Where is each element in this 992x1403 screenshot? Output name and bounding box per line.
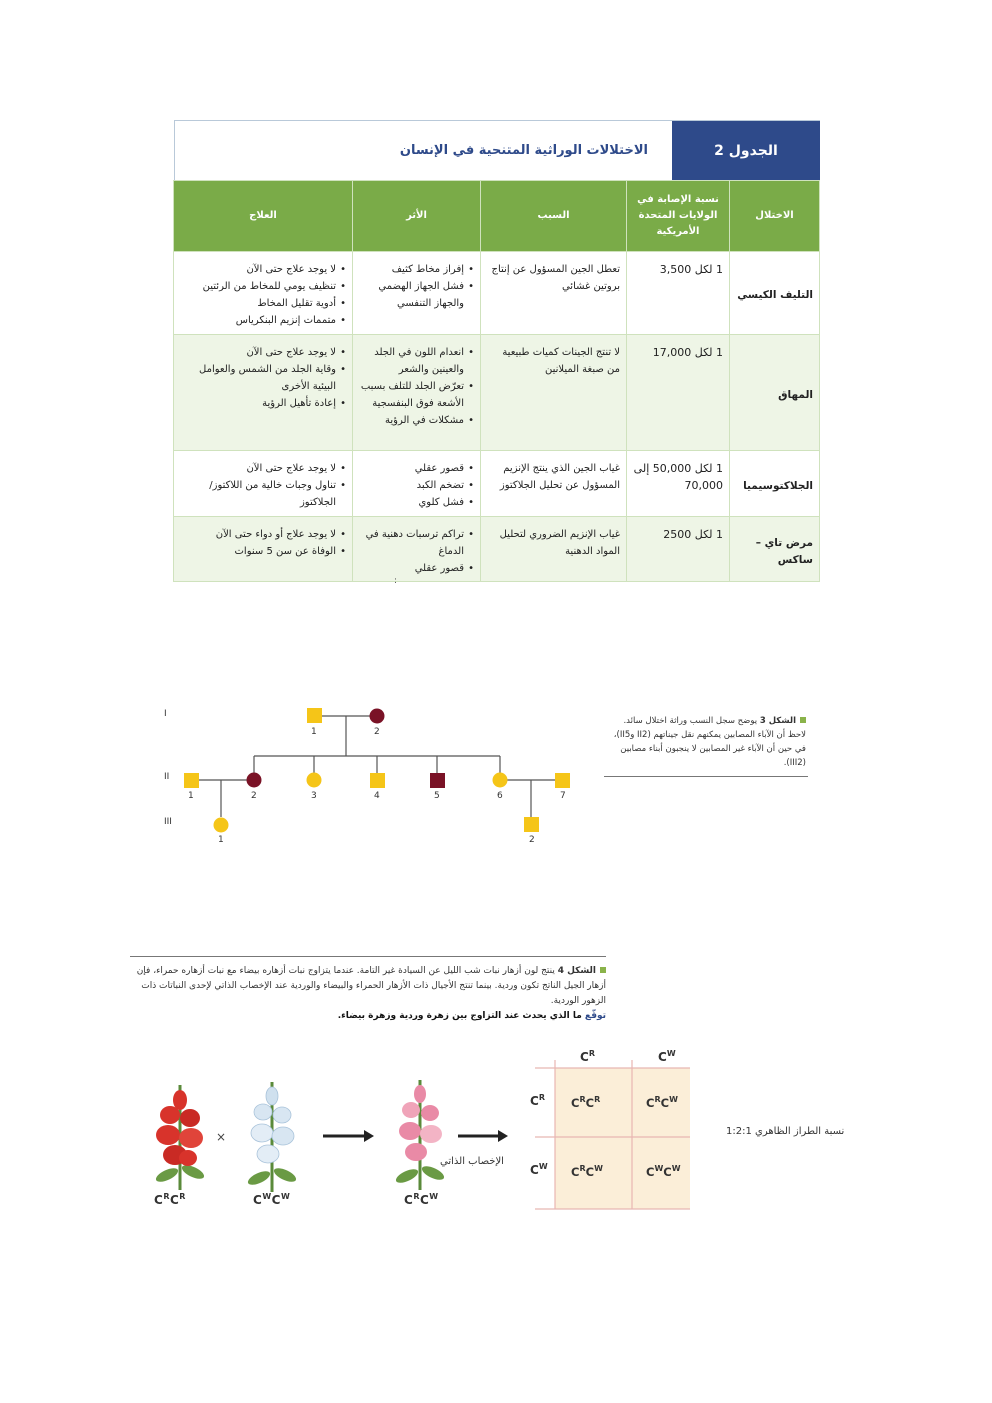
- red-flower-icon: [154, 1085, 206, 1190]
- effect-item: • مشكلات في الرؤية: [359, 412, 474, 429]
- punnett-background: [555, 1068, 690, 1209]
- arrow-icon: [458, 1130, 508, 1142]
- figure3-caption: [606, 714, 806, 770]
- row-treatments: [174, 252, 353, 335]
- punnett-row-header-W: $C^W$: [530, 1162, 548, 1177]
- row-effects: [353, 252, 481, 335]
- row-cause: لا تنتج الجينات كميات طبيعية من صبغة الميلانين: [481, 335, 627, 451]
- gen2-2-female-affected: [247, 773, 262, 788]
- caption-bullet-icon: [600, 967, 606, 973]
- table-title: الاختلالات الوراثية المتنحية في الإنسان: [399, 143, 648, 158]
- pink-flower-icon: [394, 1080, 446, 1190]
- genotype-white: $C^WC^W$: [253, 1192, 291, 1207]
- table-title-bar: [174, 120, 820, 180]
- figure4-caption-rule: [130, 956, 606, 957]
- effect-item: • قصور عقلي: [359, 560, 474, 577]
- predict-word: توقّع: [584, 1011, 606, 1021]
- gen2-number: 7: [560, 791, 566, 801]
- predict-text: ما الذي يحدث عند التزاوج بين زهرة وردية وزهرة بيضاء.: [337, 1011, 582, 1021]
- figure3-caption-text: يوضح سجل النسب وراثة اختلال سائد. لاحظ أن الآباء المصابين يمكنهم نقل جيناتهم (II2 وII5)، في حين أن الآباء غير المصابين لا ينجبون أبناء مصابين (III2).: [613, 716, 806, 768]
- figure3-label: الشكل 3: [759, 716, 796, 726]
- gen2-3-female-unaffected: [307, 773, 322, 788]
- row-name: المهاق: [730, 335, 820, 451]
- treatment-item: • تنظيف يومي للمخاط من الرئتين: [180, 278, 346, 295]
- row-effects: [353, 517, 481, 582]
- gen2-6-female-unaffected: [493, 773, 508, 788]
- figure4-label: الشكل 4: [557, 966, 596, 976]
- gen2-7-male-unaffected: [555, 773, 570, 788]
- punnett-cell: $C^RC^W$: [571, 1164, 603, 1179]
- punnett-cell: $C^WC^W$: [646, 1164, 681, 1179]
- table-row: [174, 517, 820, 582]
- punnett-col-header-R: $C^R$: [580, 1049, 595, 1064]
- effect-item: • تضخم الكبد: [359, 477, 474, 494]
- treatment-item: • لا يوجد علاج أو دواء حتى الآن: [180, 526, 346, 543]
- gen1-number: 1: [311, 727, 317, 737]
- white-flower-icon: [246, 1082, 298, 1192]
- table-body: [173, 180, 820, 582]
- row-rate: 1 لكل 50,000 إلى 70,000: [627, 451, 730, 517]
- row-cause: غياب الجين الذي ينتج الإنزيم المسؤول عن تحليل الجلاكتوز: [481, 451, 627, 517]
- caption-bullet-icon: [800, 717, 806, 723]
- gen-label-II: II: [164, 772, 170, 782]
- punnett-cell: $C^RC^R$: [571, 1095, 601, 1110]
- row-treatments: [174, 335, 353, 451]
- genotype-pink: $C^RC^W$: [404, 1192, 439, 1207]
- effect-item: • قصور عقلي: [359, 460, 474, 477]
- effect-item: • انعدام اللون في الجلد والعينين والشعر: [359, 344, 474, 378]
- header-rate: نسبة الإصابة في الولايات المتحدة الأمريكية: [627, 181, 730, 252]
- figure4-caption-text: ينتج لون أزهار نبات شب الليل عن السيادة غير التامة. عندما يتزاوج نبات أزهاره بيضاء مع نبات أزهاره حمراء، فإن أزهار الجيل الناتج تكون وردية. بينما تنتج الأجيال ذات الأزهار الحمراء والبيضاء والوردية عند الإخصاب الذاتي لإحدى النباتات ذات الزهور الوردية.: [136, 966, 606, 1006]
- gen1-female-affected: [370, 709, 385, 724]
- gen3-2-male-unaffected: [524, 817, 539, 832]
- treatment-item: • تناول وجبات خالية من اللاكتوز/ الجلاكتوز: [180, 477, 346, 511]
- row-rate: 1 لكل 3,500: [627, 252, 730, 335]
- effect-item: • إفراز مخاط كثيف: [359, 261, 474, 278]
- gen-label-I: I: [164, 709, 167, 719]
- table-row: [174, 252, 820, 335]
- row-treatments: [174, 451, 353, 517]
- figure4-caption: [130, 964, 606, 1024]
- row-effects: [353, 335, 481, 451]
- punnett-col-header-W: $C^W$: [658, 1049, 676, 1064]
- row-name: مرض تاي – ساكس: [730, 517, 820, 582]
- row-name: الجلاكتوسيميا: [730, 451, 820, 517]
- cross-symbol: ×: [216, 1130, 227, 1144]
- gen2-number: 3: [311, 791, 317, 801]
- treatment-item: • وقاية الجلد من الشمس والعوامل البيئية الأخرى: [180, 361, 346, 395]
- gen3-1-female-unaffected: [214, 818, 229, 833]
- row-rate: 1 لكل 2500: [627, 517, 730, 582]
- gen-label-III: III: [164, 817, 172, 827]
- gen2-number: 1: [188, 791, 194, 801]
- row-effects: [353, 451, 481, 517]
- figure3-caption-rule: [604, 776, 808, 777]
- table-row: [174, 335, 820, 451]
- effect-item: • تعرّض الجلد للتلف بسبب الأشعة فوق البنفسجية: [359, 378, 474, 412]
- header-disorder: الاختلال: [730, 181, 820, 252]
- gen1-male-unaffected: [307, 708, 322, 723]
- stray-mark: :: [394, 576, 398, 586]
- treatment-item: • لا يوجد علاج حتى الآن: [180, 261, 346, 278]
- pedigree-chart: [150, 700, 590, 860]
- gen3-number: 1: [218, 835, 224, 845]
- punnett-row-header-R: $C^R$: [530, 1093, 545, 1108]
- treatment-item: • لا يوجد علاج حتى الآن: [180, 460, 346, 477]
- treatment-item: • متممات إنزيم البنكرياس: [180, 312, 346, 329]
- row-rate: 1 لكل 17,000: [627, 335, 730, 451]
- gen2-4-male-unaffected: [370, 773, 385, 788]
- row-name: التليف الكيسي: [730, 252, 820, 335]
- gen2-number: 4: [374, 791, 380, 801]
- table-row: [174, 451, 820, 517]
- gen2-number: 6: [497, 791, 503, 801]
- genotype-red: $C^RC^R$: [154, 1192, 186, 1207]
- gen2-number: 2: [251, 791, 257, 801]
- gen2-number: 5: [434, 791, 440, 801]
- row-treatments: [174, 517, 353, 582]
- arrow-icon: [323, 1130, 374, 1142]
- punnett-square: [535, 1060, 690, 1209]
- effect-item: • فشل كلوي: [359, 494, 474, 511]
- punnett-cell: $C^RC^W$: [646, 1095, 678, 1110]
- treatment-item: • الوفاة عن سن 5 سنوات: [180, 543, 346, 560]
- gen2-5-male-affected: [430, 773, 445, 788]
- row-cause: غياب الإنزيم الضروري لتحليل المواد الدهنية: [481, 517, 627, 582]
- row-cause: تعطل الجين المسؤول عن إنتاج بروتين غشائي: [481, 252, 627, 335]
- disorders-table: [174, 120, 820, 582]
- treatment-item: • أدوية تقليل المخاط: [180, 295, 346, 312]
- gen2-1-male-unaffected: [184, 773, 199, 788]
- header-treatment: العلاج: [174, 181, 353, 252]
- header-effect: الأثر: [353, 181, 481, 252]
- selfing-label: الإخصاب الذاتي: [440, 1156, 504, 1167]
- gen3-number: 2: [529, 835, 535, 845]
- table-number: الجدول 2: [672, 121, 820, 180]
- treatment-item: • لا يوجد علاج حتى الآن: [180, 344, 346, 361]
- phenotype-ratio-label: نسبة الطراز الظاهري 1:2:1: [726, 1126, 845, 1137]
- predict-question: [130, 1009, 606, 1024]
- effect-item: • تراكم ترسبات دهنية في الدماغ: [359, 526, 474, 560]
- effect-item: • فشل الجهاز الهضمي والجهاز التنفسي: [359, 278, 474, 312]
- treatment-item: • إعادة تأهيل الرؤية: [180, 395, 346, 412]
- gen1-number: 2: [374, 727, 380, 737]
- header-cause: السبب: [481, 181, 627, 252]
